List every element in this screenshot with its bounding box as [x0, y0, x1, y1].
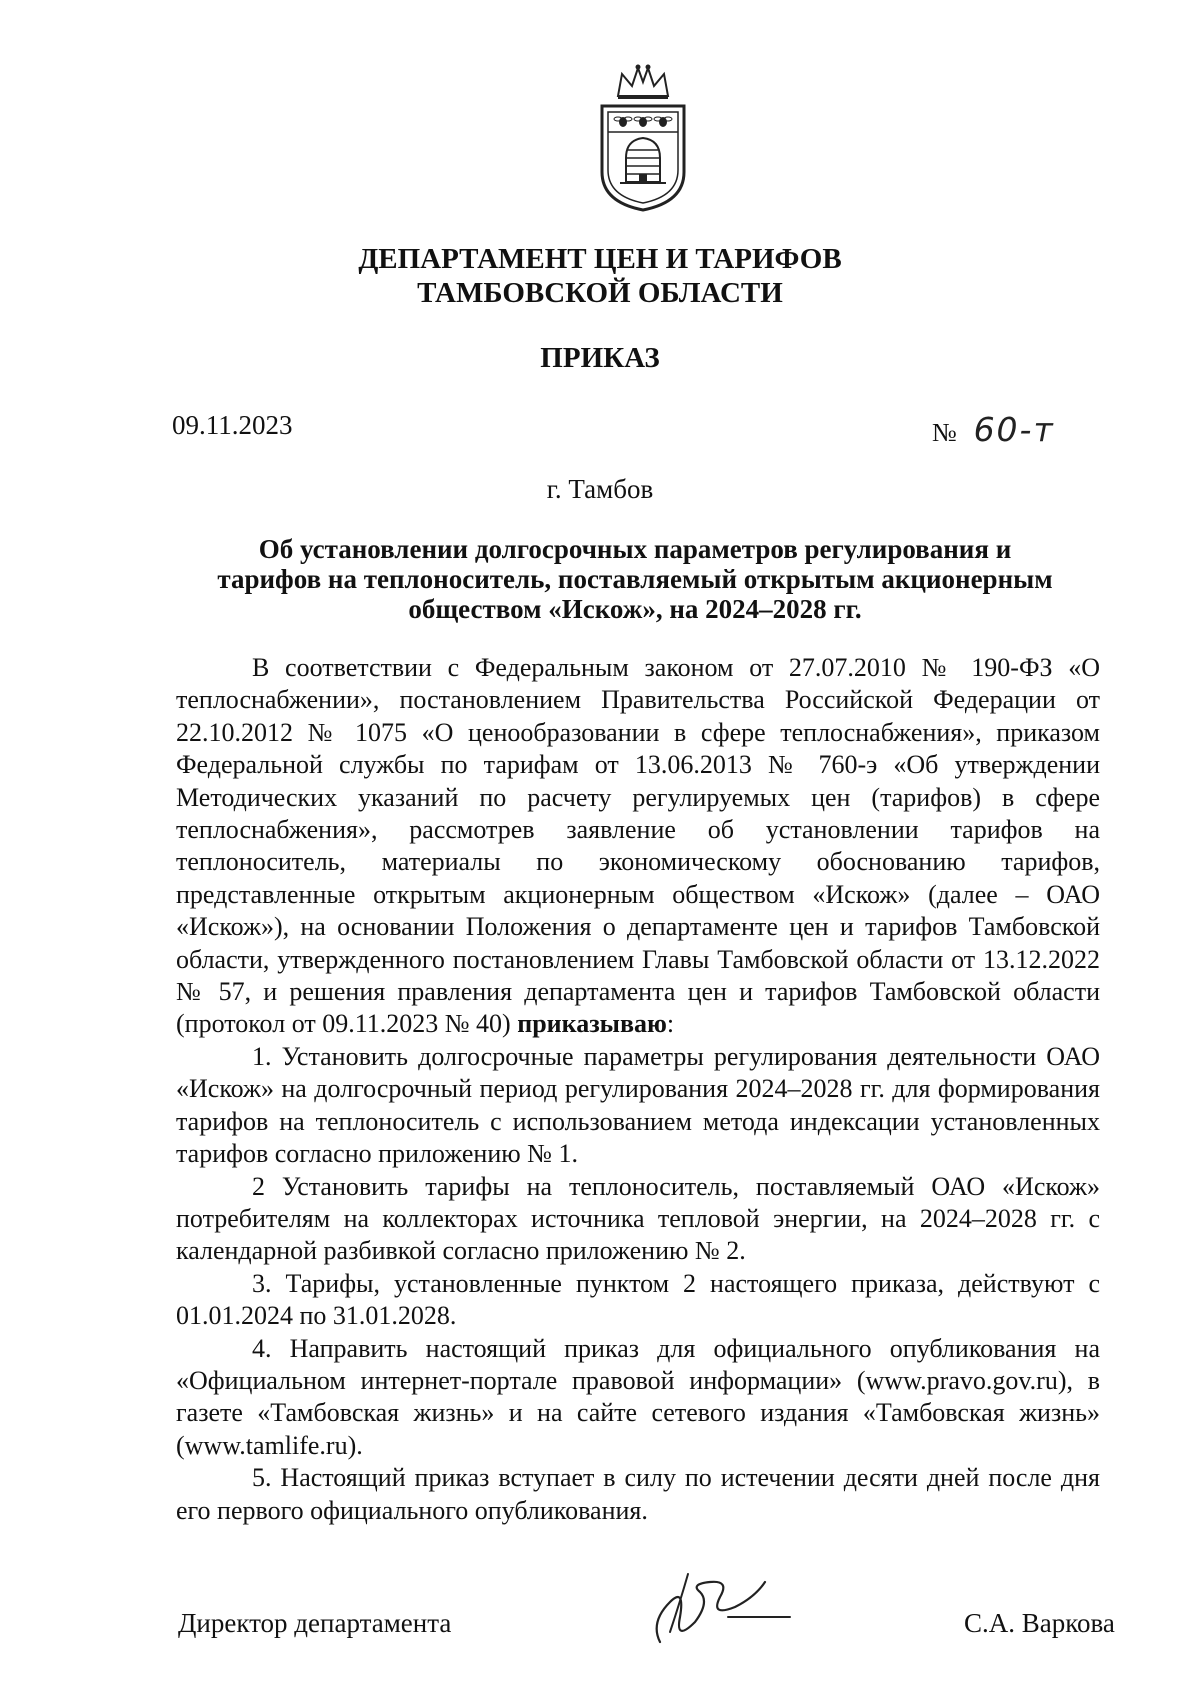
subject-line-3: обществом «Искож», на 2024–2028 гг.	[408, 594, 862, 624]
signatory-title: Директор департамента	[178, 1608, 452, 1638]
order-item-5: 5. Настоящий приказ вступает в силу по истечении десяти дней после дня его первого официального опубликования.	[176, 1463, 1100, 1525]
department-line-1: ДЕПАРТАМЕНТ ЦЕН И ТАРИФОВ	[358, 243, 842, 275]
order-item-2: 2 Установить тарифы на теплоноситель, поставляемый ОАО «Искож» потребителям на коллекторах источника тепловой энергии, на 2024–2028 гг. с календарной разбивкой согласно приложению № 2.	[176, 1171, 1100, 1266]
subject-line-1: Об установлении долгосрочных параметров регулирования и	[258, 534, 1012, 564]
order-word: приказываю	[517, 1009, 667, 1039]
order-item-1: 1. Установить долгосрочные параметры регулирования деятельности ОАО «Искож» на долгосрочный период регулирования 2024–2028 гг. для формирования тарифов на теплоноситель с использованием метода индексации установленных тарифов согласно приложению № 1.	[176, 1041, 1100, 1169]
department-line-2: ТАМБОВСКОЙ ОБЛАСТИ	[417, 277, 783, 309]
document-city: г. Тамбов	[546, 474, 654, 504]
order-item-4: 4. Направить настоящий приказ для официального опубликования на «Официальном интернет-портале правовой информации» (www.pravo.gov.ru), в газете «Тамбовская жизнь» и на сайте сетевого издания «Тамбовская жизнь» (www.tamlife.ru).	[176, 1333, 1100, 1460]
subject-line-2: тарифов на теплоноситель, поставляемый открытым акционерным	[217, 564, 1053, 594]
document-subject	[170, 534, 1100, 624]
preamble-text: В соответствии с Федеральным законом от 27.07.2010 № 190-ФЗ «О теплоснабжении», постановлением Правительства Российской Федерации от 22.10.2012 № 1075 «О ценообразовании в сфере теплоснабжения», приказом Федеральной службы по тарифам от 13.06.2013 № 760-э «Об утверждении Методических указаний по расчету регулируемых цен (тарифов) в сфере теплоснабжения», рассмотрев заявление об установлении тарифов на теплоноситель, материалы по экономическому обоснованию тарифов, представленные открытым акционерным обществом «Искож» (далее – ОАО «Искож»), на основании Положения о департаменте цен и тарифов Тамбовской области, утвержденного постановлением Главы Тамбовской области от 13.12.2022 № 57, и решения правления департамента цен и тарифов Тамбовской области (протокол от 09.11.2023 № 40)	[176, 653, 1100, 1039]
order-item-3: 3. Тарифы, установленные пунктом 2 настоящего приказа, действуют с 01.01.2024 по 31.01.2028.	[176, 1268, 1100, 1331]
handwritten-signature-icon	[640, 1562, 800, 1652]
signatory-name: С.А. Варкова	[964, 1608, 1115, 1638]
department-title	[0, 242, 1200, 310]
document-type: ПРИКАЗ	[540, 342, 660, 374]
number-sign: №	[932, 418, 957, 447]
document-body	[176, 652, 1100, 1527]
coat-of-arms-icon	[588, 62, 698, 212]
number-value: 60-т	[973, 410, 1055, 449]
preamble-paragraph	[176, 652, 1100, 1041]
document-number	[932, 410, 1055, 449]
document-date: 09.11.2023	[172, 410, 293, 440]
order-colon: :	[666, 1009, 675, 1039]
